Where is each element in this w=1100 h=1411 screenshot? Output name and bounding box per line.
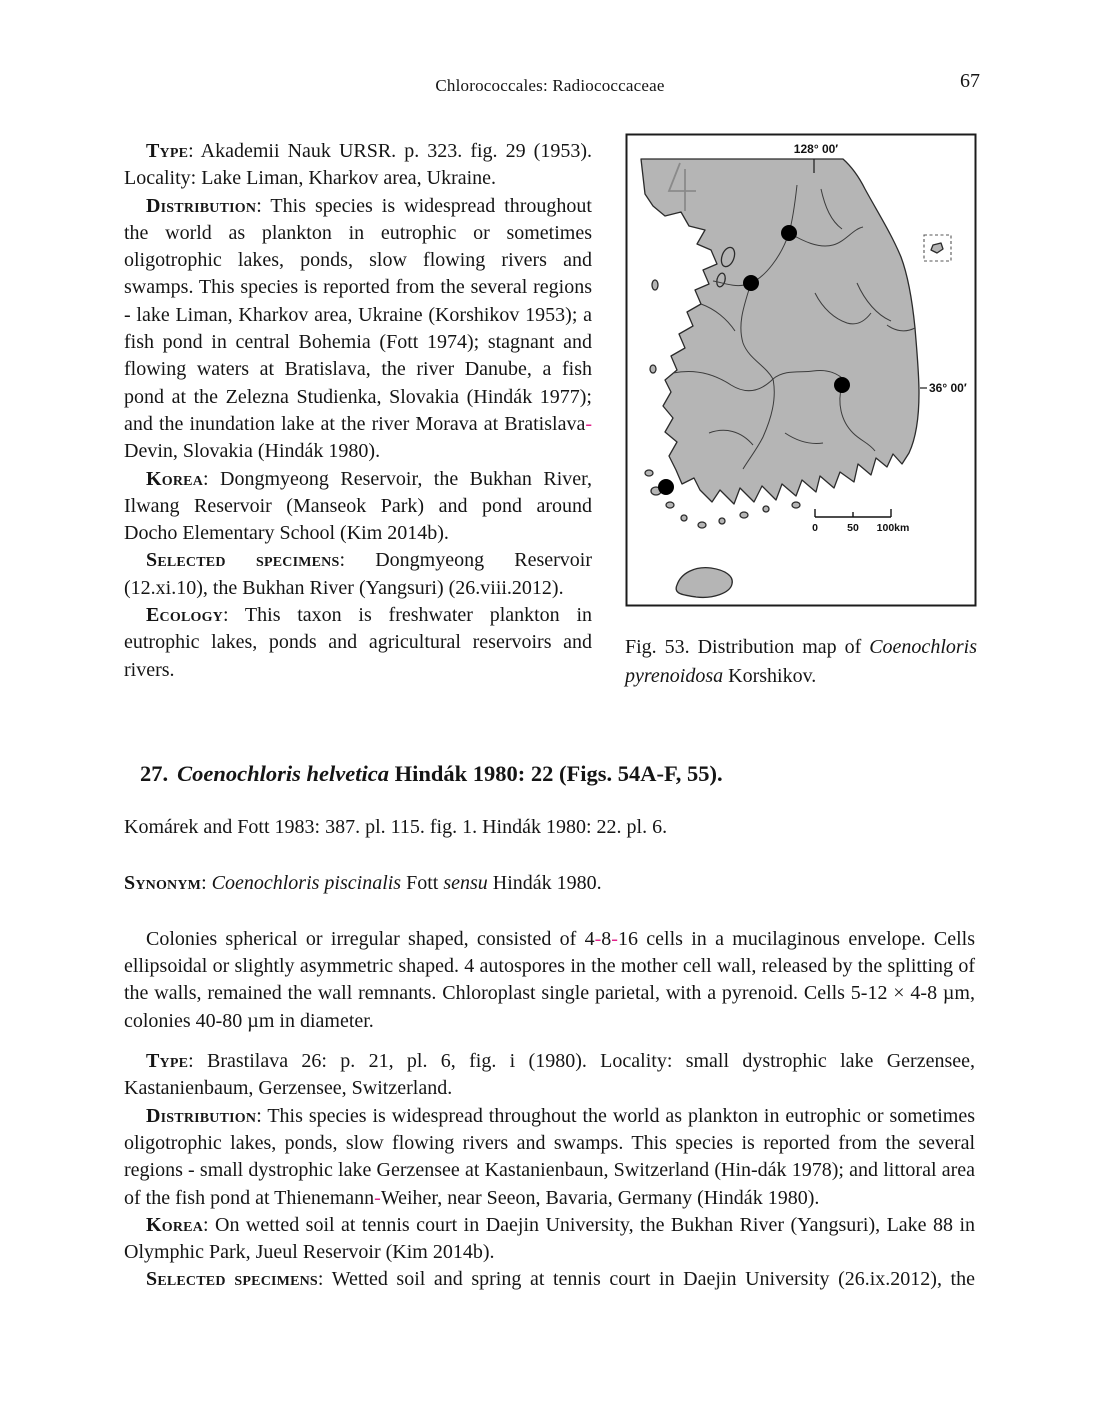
korea-paragraph xyxy=(124,1212,975,1267)
island xyxy=(681,515,687,521)
caption-prefix: Fig. 53. Distribution map of xyxy=(625,636,870,658)
ecology-label: Ecology xyxy=(146,604,223,627)
korea-map-svg xyxy=(625,133,977,607)
synonym-sensu: sensu xyxy=(443,871,488,894)
korea-text: : Dongmyeong Reservoir, the Bukhan River, Ilwang Reservoir (Manseok Park) and pond around Docho Elementary School (Kim 2014b). xyxy=(124,467,592,545)
ecology-paragraph xyxy=(124,602,592,684)
type-label: Type xyxy=(146,1050,189,1073)
selected-specimens-text: : Wetted soil and spring at tennis court in Daejin University (26.ix.2012), the xyxy=(317,1268,975,1291)
species-number: 27. xyxy=(140,761,169,786)
species-authority: Hindák 1980: 22 (Figs. 54A-F, 55). xyxy=(389,761,723,786)
page-number: 67 xyxy=(960,70,980,92)
left-column xyxy=(124,138,592,684)
distribution-dot xyxy=(658,479,674,495)
synonym-colon: : xyxy=(201,871,212,894)
selected-specimens-label: Selected specimens xyxy=(146,1268,318,1291)
distribution-paragraph xyxy=(124,1103,975,1212)
island xyxy=(650,365,656,373)
distribution-text-cont: Devin, Slovakia (Hindák 1980). xyxy=(124,440,381,463)
synonym-species: Coenochloris piscinalis xyxy=(211,871,402,894)
type-text: : Akademii Nauk URSR. p. 323. fig. 29 (1953). Locality: Lake Liman, Kharkov area, Ukraine. xyxy=(124,140,592,190)
island xyxy=(719,518,725,524)
island xyxy=(645,470,653,476)
synonym-tail: Hindák 1980. xyxy=(487,871,602,894)
korea-text: : On wetted soil at tennis court in Daejin University, the Bukhan River (Yangsuri), Lake 88 in Olymphic Park, Jueul Reservoir (Kim 2014b). xyxy=(124,1213,975,1264)
distribution-label: Distribution xyxy=(146,194,257,217)
korea-label: Korea xyxy=(146,1213,204,1236)
type-label: Type xyxy=(146,140,189,162)
distribution-dot xyxy=(743,275,759,291)
distribution-map-figure xyxy=(625,133,977,607)
distribution-text: : This species is widespread throughout the world as plankton in eutrophic or sometimes oligotrophic lakes, ponds, slow flowing rivers and swamps. This species is reported from the several regions - lake Liman, Kharkov area, Ukraine (Korshikov 1953); a fish pond in central Bohemia (Fott 1974); stagnant and flowing waters at Bratislava, the river Danube, a fish pond at the Zelezna Studienka, Slovakia (Hindák 1977); and the inundation lake at the river Morava at Bratislava xyxy=(124,194,592,435)
type-paragraph xyxy=(124,1048,975,1103)
island xyxy=(652,280,658,290)
accent-hyphen: - xyxy=(594,927,602,950)
description-paragraph xyxy=(124,926,975,1035)
korea-label: Korea xyxy=(146,467,204,490)
reference-line: Komárek and Fott 1983: 387. pl. 115. fig. 1. Hindák 1980: 22. pl. 6. xyxy=(124,816,668,839)
description-text: 8 xyxy=(601,927,612,950)
island xyxy=(666,502,674,508)
synonym-mid: Fott xyxy=(401,871,444,894)
island xyxy=(740,512,748,518)
selected-specimens-text: : Dongmyeong Reservoir (12.xi.10), the Bukhan River (Yangsuri) (26.viii.2012). xyxy=(124,549,592,599)
scale-label-0: 0 xyxy=(812,522,818,534)
type-text: : Brastilava 26: p. 21, pl. 6, fig. i (1980). Locality: small dystrophic lake Gerzensee, Kastanienbaum, Gerzensee, Switzerland. xyxy=(124,1050,975,1100)
distribution-paragraph xyxy=(124,193,592,466)
scale-label-50: 50 xyxy=(847,522,859,534)
distribution-dot xyxy=(781,225,797,241)
species-section xyxy=(124,760,975,1294)
synonym-line xyxy=(124,870,975,897)
mainland xyxy=(641,159,919,504)
accent-hyphen: - xyxy=(611,927,618,950)
ecology-text: : This taxon is freshwater plankton in eutrophic lakes, ponds and agricultural reservoirs and rivers. xyxy=(124,604,592,681)
accent-hyphen: - xyxy=(374,1186,381,1209)
figure-caption xyxy=(625,633,977,690)
distribution-text-cont: Weiher, near Seeon, Bavaria, Germany (Hindák 1980). xyxy=(380,1186,820,1209)
species-heading xyxy=(124,760,975,787)
distribution-label: Distribution xyxy=(146,1104,257,1127)
description-text: 16 cells in a mucilaginous envelope. Cells ellipsoidal or slightly asymmetric shaped. 4 autospores in the mother cell wall, released by the splitting of the walls, remained the wall remnants. Chloroplast single parietal, with a pyrenoid. Cells 5-12 × 4-8 µm, colonies 40-80 µm in diameter. xyxy=(124,927,975,1032)
selected-specimens-paragraph xyxy=(124,1266,975,1293)
island xyxy=(698,522,706,528)
description-text: Colonies spherical or irregular shaped, consisted of 4 xyxy=(146,927,595,950)
caption-species-name: Coenochloris pyrenoidosa xyxy=(625,636,977,687)
type-paragraph xyxy=(124,138,592,193)
selected-specimens-paragraph xyxy=(124,547,592,602)
distribution-text: : This species is widespread throughout the world as plankton in eutrophic or sometimes oligotrophic lakes, ponds, slow flowing rivers and swamps. This species is reported from the several regions - small dystrophic lake Gerzensee at Kastanienbaun, Switzerland (Hin-dák 1978); and littoral area of the fish pond at Thienemann xyxy=(124,1104,975,1209)
accent-hyphen: - xyxy=(585,412,592,435)
species-name: Coenochloris helvetica xyxy=(177,761,389,786)
island xyxy=(792,502,800,508)
island xyxy=(763,506,769,512)
synonym-label: Synonym xyxy=(124,871,202,894)
korea-paragraph xyxy=(124,466,592,548)
distribution-dot xyxy=(834,377,850,393)
selected-specimens-label: Selected specimens xyxy=(146,549,340,572)
latitude-label: 36° 00′ xyxy=(929,381,967,395)
running-head: Chlorococcales: Radiococcaceae xyxy=(435,76,665,95)
caption-suffix: Korshikov. xyxy=(723,664,817,687)
longitude-label: 128° 00′ xyxy=(793,142,839,156)
scale-label-100km: 100km xyxy=(876,522,910,534)
